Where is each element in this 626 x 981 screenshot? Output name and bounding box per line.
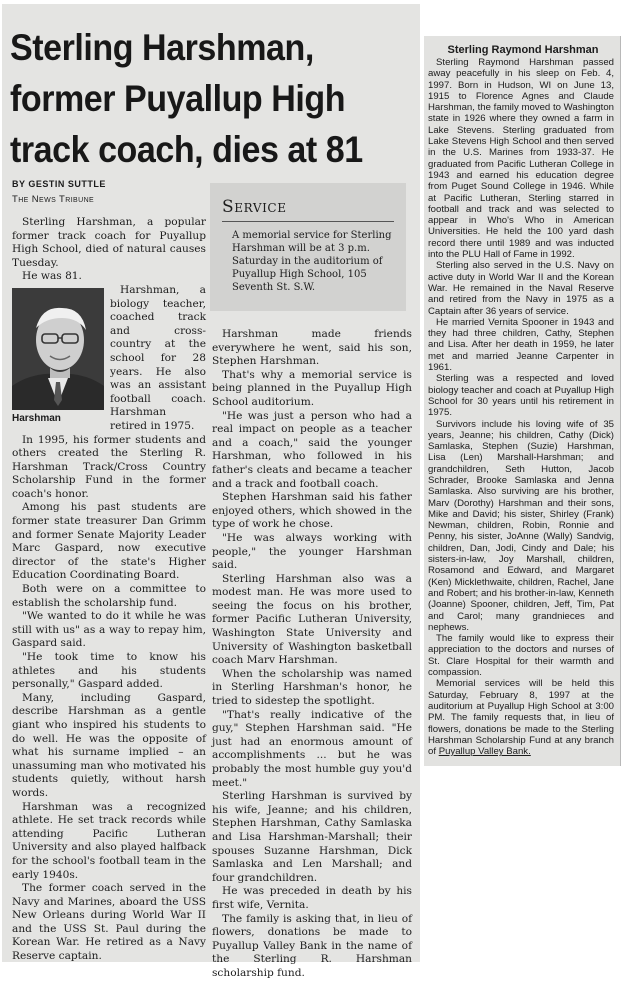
portrait-image xyxy=(12,288,104,410)
portrait-illustration xyxy=(12,288,104,410)
service-title: Service xyxy=(222,197,287,217)
service-divider xyxy=(222,221,394,222)
paragraph: "He was always working with people," the younger Harshman said. xyxy=(212,531,412,572)
paragraph: Harshman was a recognized athlete. He set track records while attending Pacific Lutheran University and also played halfback for the school's football team in the early 1940s. xyxy=(12,800,206,881)
paragraph: Both were on a committee to establish the scholarship fund. xyxy=(12,583,206,609)
paragraph: He was preceded in death by his first wife, Vernita. xyxy=(212,885,412,911)
obituary-title: Sterling Raymond Harshman xyxy=(447,44,599,56)
obituary-paragraph: Survivors include his loving wife of 35 years, Jeanne; his children, Cathy (Dick) Samlaska, Stephen (Suzie) Harshman, Lisa (Len) Marshall-Harshman; and grandchildren, Seth Hutton, Jacob Schrader, Brooke Samlaska and Jenna Samlaska. Also surviving are his brother, Marv (Dorothy) Harshman and their sons, Mike and David; his sister, Shirley (Frank) Newman, children, Robin, Ronnie and Penny, his sister, JoAnne (Wally) Sandvig, children, Dan, Jodi, Cindy and Dale; his sisters-in-law, Joy Marshall, children, Rosamond and Edward, and Margaret (Ken) Micklethwaite, children, Rachel, Jane and Robert; and his brother-in-law, Kenneth (Joanne) Spooner, children, Jeff, Tim, Pat and Carol; many grandnieces and nephews. xyxy=(428,418,614,633)
paragraph: Among his past students are former state treasurer Dan Grimm and former Senate Majority Leader Marc Gaspard, now executive director of the state's Higher Education Coordinating Board. xyxy=(12,501,206,582)
obituary-paragraph xyxy=(428,678,614,757)
headline-line: track coach, dies at 81 xyxy=(10,129,363,170)
headline xyxy=(10,22,378,175)
obituary-paragraph: Sterling was a respected and loved biology teacher and coach at Puyallup High School for 30 years until his retirement in 1975. xyxy=(428,373,614,419)
paragraph: He was 81. xyxy=(22,270,82,283)
obituary-paragraph: Sterling also served in the U.S. Navy on active duty in World War II and the Korean War. He remained in the Naval Reserve and retired from the Navy in 1975 as a Captain after 36 years of service. xyxy=(428,260,614,317)
paragraph: "He took time to know his athletes and his students personally," Gaspard added. xyxy=(12,651,206,691)
service-box xyxy=(210,183,406,311)
paragraph: The family is asking that, in lieu of flowers, donations be made to Puyallup Valley Bank in the name of the Sterling R. Harshman scholarship fund. xyxy=(212,912,412,979)
paragraph: "We wanted to do it while he was still with us" as a way to repay him, Gaspard said. xyxy=(12,610,206,650)
headline-line: former Puyallup High xyxy=(10,78,346,119)
bank-name: Puyallup Valley Bank. xyxy=(438,746,531,758)
newspaper-name: The News Tribune xyxy=(12,194,95,205)
paragraph: Stephen Harshman said his father enjoyed others, which showed in the type of work he chose. xyxy=(212,491,412,531)
article-column-left xyxy=(12,216,206,964)
paragraph: Sterling Harshman is survived by his wife, Jeanne; and his children, Stephen Harshman, Cathy Samlaska and Lisa Harshman-Marshall; their spouses Suzanne Harshman, Dick Samlaska and Len Marshall; and four grandchildren. xyxy=(212,790,412,884)
service-text: A memorial service for Sterling Harshman will be at 3 p.m. Saturday in the auditorium of Puyallup High School, 105 Seventh St. S.W. xyxy=(232,230,392,293)
obituary-paragraph: Sterling Raymond Harshman passed away peacefully in his sleep on Feb. 4, 1997. Born in Hudson, WI on June 13, 1915 to Florence Agnes and Claude Harshman, the family moved to Washington state in 1926 where they owned a farm in Lake Stevens. Sterling graduated from Lake Stevens High School and then served in the U.S. Marines from 1933-37. He graduated from Pacific Lutheran College in 1943 and earned his education degree from Puget Sound College in 1946. While at Pacific Lutheran, Sterling starred in football and track and was selected to appear in Who's Who in American Universities. He held the 100 yard dash record there until 1989 and was inducted into the PLU Hall of Fame in 1992. xyxy=(428,57,614,261)
paragraph: That's why a memorial service is being planned in the Puyallup High School auditorium. xyxy=(212,368,412,408)
paragraph: Sterling Harshman, a popular former track coach for Puyallup High School, died of natural causes Tuesday. xyxy=(12,216,206,269)
photo-caption: Harshman xyxy=(12,412,61,424)
obituary-paragraph-text: Memorial services will be held this Saturday, February 8, 1997 at the auditorium at Puyallup High School at 3:00 PM. The family requests that, in lieu of flowers, donations be made to the Sterling Harshman Scholarship Fund at any branch of xyxy=(428,678,614,758)
paragraph: In 1995, his former students and others created the Sterling R. Harshman Track/Cross Country Scholarship Fund in the former coach's honor. xyxy=(12,433,206,500)
paragraph: When the scholarship was named in Sterling Harshman's honor, he tried to sidestep the spotlight. xyxy=(212,667,412,708)
paragraph: "He was just a person who had a real impact on people as a teacher and a coach," said the younger Harshman, who followed in his father's cleats and became a teacher and a track and football coach. xyxy=(212,409,412,490)
paragraph: Harshman, a biology teacher, coached track and cross-country at the school for 28 years. He also was an assistant football coach. Harshman retired in 1975. xyxy=(110,283,206,432)
portrait-photo xyxy=(12,288,104,424)
byline: BY GESTIN SUTTLE xyxy=(12,179,106,189)
paragraph: Harshman made friends everywhere he went, said his son, Stephen Harshman. xyxy=(212,328,412,368)
paragraph: "That's really indicative of the guy," Stephen Harshman said. "He just had an enormous amount of accomplishments ... but he was probably the most humble guy you'd meet." xyxy=(212,708,412,789)
paragraph: Sterling Harshman also was a modest man. He was more used to seeing the focus on his brother, former Pacific Lutheran University, Washington State University and University of Washington basketball coach Marv Harshman. xyxy=(212,572,412,667)
paragraph: Many, including Gaspard, describe Harshman as a gentle giant who inspired his students to do well. He was the opposite of what his surname implied – an unassuming man who motivated his students quietly, without harsh words. xyxy=(12,691,206,799)
headline-line: Sterling Harshman, xyxy=(10,27,314,68)
obituary-paragraph: He married Vernita Spooner in 1943 and they had three children, Cathy, Stephen and Lisa. After her death in 1959, he later met and married Jeanne Carpenter in 1961. xyxy=(428,316,614,374)
obituary-body xyxy=(428,57,614,757)
article-column-right xyxy=(212,328,412,981)
obituary-paragraph: The family would like to express their appreciation to the doctors and nurses of St. Clare Hospital for their warmth and compassion. xyxy=(428,633,614,679)
paragraph: The former coach served in the Navy and Marines, aboard the USS New Orleans during World War II and the USS St. Paul during the Korean War. He retired as a Navy Reserve captain. xyxy=(12,882,206,963)
